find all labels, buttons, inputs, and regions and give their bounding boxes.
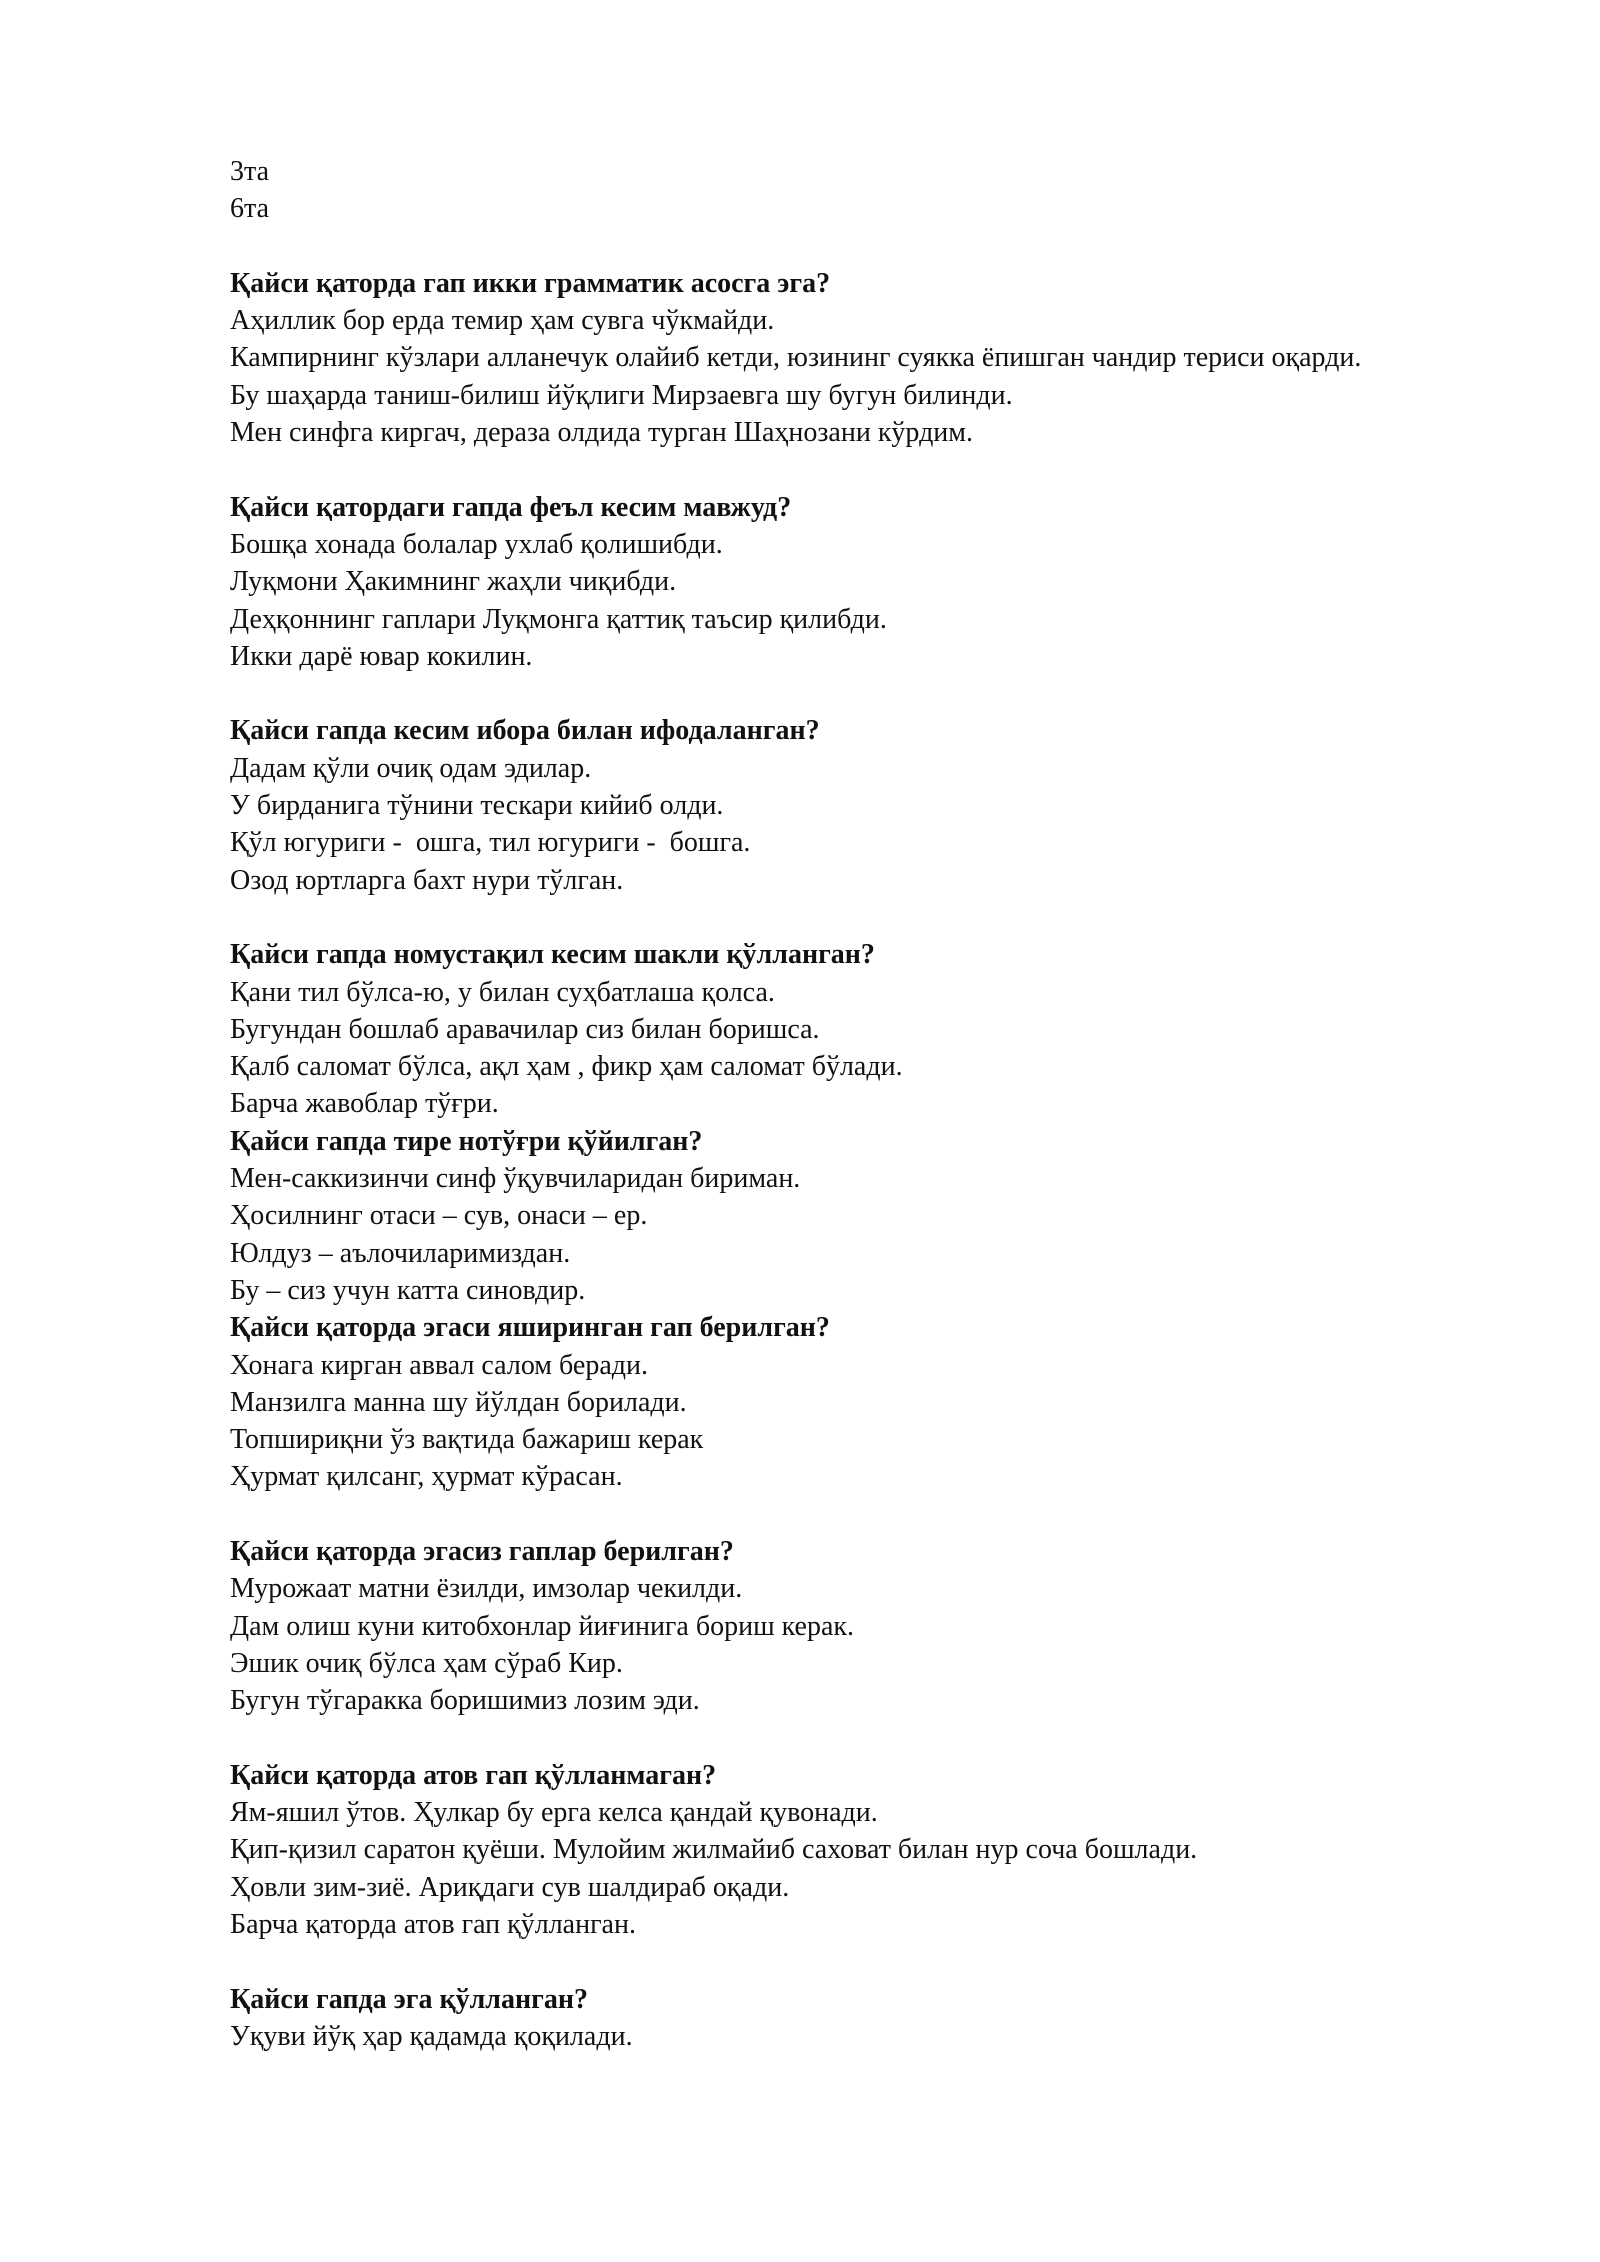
q1-option-2: Кампирнинг кўзлари алланечук олайиб кетди, юзининг суякка ёпишган чандир териси оқарди. <box>230 342 1362 374</box>
q4-option-1: Қани тил бўлса-ю, у билан суҳбатлаша қолса. <box>230 976 775 1008</box>
question-2: Қайси қатордаги гапда феъл кесим мавжуд? <box>230 491 792 523</box>
q4-option-3: Қалб саломат бўлса, ақл ҳам , фикр ҳам саломат бўлади. <box>230 1051 903 1083</box>
spacer <box>230 228 1498 265</box>
q3-option-2: У бирданига тўнини тескари кийиб олди. <box>230 790 724 822</box>
spacer <box>230 1496 1498 1533</box>
q7-option-1: Мурожаат матни ёзилди, имзолар чекилди. <box>230 1573 743 1605</box>
q8-option-1: Ям-яшил ўтов. Ҳулкар бу ерга келса қандай қувонади. <box>230 1797 878 1829</box>
q7-option-2: Дам олиш куни китобхонлар йиғинига бориш керак. <box>230 1610 854 1642</box>
q2-option-3: Деҳқоннинг гаплари Луқмонга қаттиқ таъсир қилибди. <box>230 603 887 635</box>
question-1: Қайси қаторда гап икки грамматик асосга эга? <box>230 267 831 299</box>
q7-option-3: Эшик очиқ бўлса ҳам сўраб Кир. <box>230 1647 623 1679</box>
q3-option-4: Озод юртларга бахт нури тўлган. <box>230 864 624 896</box>
question-7: Қайси қаторда эгасиз гаплар берилган? <box>230 1535 734 1567</box>
q6-option-1: Хонага кирган аввал салом беради. <box>230 1349 648 1381</box>
question-8: Қайси қаторда атов гап қўлланмаган? <box>230 1759 717 1791</box>
spacer <box>230 451 1498 488</box>
q1-option-3: Бу шаҳарда таниш-билиш йўқлиги Мирзаевга шу бугун билинди. <box>230 379 1013 411</box>
q9-option-1: Уқуви йўқ ҳар қадамда қоқилади. <box>230 2020 633 2052</box>
answer-line-1: 3та <box>230 156 270 187</box>
answer-line-2: 6та <box>230 193 270 225</box>
question-5: Қайси гапда тире нотўғри қўйилган? <box>230 1125 703 1157</box>
q2-option-2: Луқмони Ҳакимнинг жаҳли чиқибди. <box>230 566 677 598</box>
q4-option-2: Бугундан бошлаб аравачилар сиз билан боришса. <box>230 1013 820 1045</box>
spacer <box>230 1943 1498 1980</box>
q7-option-4: Бугун тўгаракка боришимиз лозим эди. <box>230 1685 700 1717</box>
question-3: Қайси гапда кесим ибора билан ифодаланган? <box>230 715 820 747</box>
q2-option-4: Икки дарё ювар кокилин. <box>230 640 533 672</box>
q5-option-4: Бу – сиз учун катта синовдир. <box>230 1274 586 1306</box>
q6-option-3: Топшириқни ўз вақтида бажариш керак <box>230 1424 704 1456</box>
q8-option-2: Қип-қизил саратон қуёши. Мулойим жилмайиб саховат билан нур соча бошлади. <box>230 1834 1198 1866</box>
q1-option-4: Мен синфга киргач, дераза олдида турган Шаҳнозани кўрдим. <box>230 417 974 449</box>
question-4: Қайси гапда номустақил кесим шакли қўлланган? <box>230 939 875 971</box>
q5-option-2: Ҳосилнинг отаси – сув, онаси – ер. <box>230 1200 648 1232</box>
document-page <box>230 153 1498 2055</box>
q8-option-3: Ҳовли зим-зиё. Ариқдаги сув шалдираб оқади. <box>230 1871 790 1903</box>
q8-option-4: Барча қаторда атов гап қўлланган. <box>230 1908 636 1940</box>
q3-option-1: Дадам қўли очиқ одам эдилар. <box>230 752 592 784</box>
q4-option-4: Барча жавоблар тўғри. <box>230 1088 499 1120</box>
spacer <box>230 675 1498 712</box>
spacer <box>230 1719 1498 1756</box>
spacer <box>230 899 1498 936</box>
question-9: Қайси гапда эга қўлланган? <box>230 1983 588 2015</box>
q5-option-3: Юлдуз – аълочиларимиздан. <box>230 1237 571 1269</box>
q5-option-1: Мен-саккизинчи синф ўқувчиларидан бириман. <box>230 1163 801 1195</box>
q3-option-3: Қўл югуриги - ошга, тил югуриги - бошга. <box>230 827 751 859</box>
q6-option-4: Ҳурмат қилсанг, ҳурмат кўрасан. <box>230 1461 623 1493</box>
question-6: Қайси қаторда эгаси яширинган гап берилган? <box>230 1312 830 1344</box>
q2-option-1: Бошқа хонада болалар ухлаб қолишибди. <box>230 528 723 560</box>
q1-option-1: Аҳиллик бор ерда темир ҳам сувга чўкмайди. <box>230 305 775 337</box>
q6-option-2: Манзилга манна шу йўлдан борилади. <box>230 1386 687 1418</box>
